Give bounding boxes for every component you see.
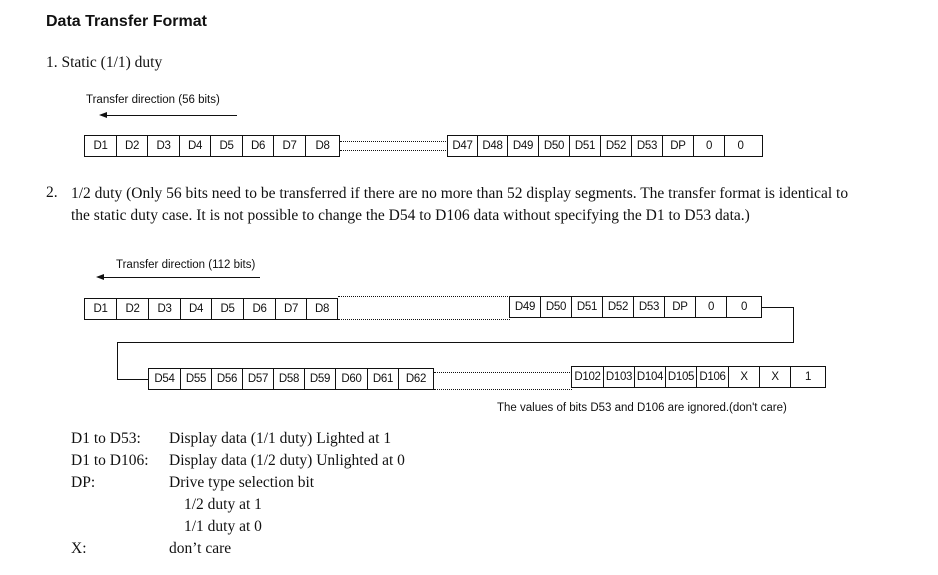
bit-cell: D3 [148,136,180,156]
connector-line [117,379,149,380]
bit-row-ellipsis [338,310,510,320]
bit-cell: X [729,367,760,387]
bit-cell: D7 [276,299,307,319]
bit-cell: D62 [405,373,427,385]
transfer-direction-label-1: Transfer direction (56 bits) [86,94,220,106]
bit-cell: D52 [603,297,634,317]
legend-value: Display data (1/1 duty) Lighted at 1 [169,430,392,447]
bit-cell: D102 [572,367,604,387]
bit-cell: D55 [181,369,212,389]
legend-value: 1/2 duty at 1 [184,496,262,513]
bit-cell: D4 [180,136,211,156]
connector-line [793,307,794,342]
bit-row-half-2-right [571,366,826,388]
bit-cell: D6 [244,299,276,319]
bit-cell: D104 [635,367,666,387]
bit-cell: D5 [211,136,243,156]
bit-cell: D47 [448,136,478,156]
bit-cell: D49 [508,136,539,156]
bit-cell: D1 [85,299,117,319]
bit-cell: D106 [697,367,729,387]
legend-key: X: [71,540,87,557]
bit-cell: D51 [570,136,601,156]
bit-cell: D57 [243,369,274,389]
bit-cell: D53 [634,297,665,317]
legend-value: Display data (1/2 duty) Unlighted at 0 [169,452,405,469]
bit-cell: D54 [149,369,181,389]
transfer-direction-label-2: Transfer direction (112 bits) [116,259,256,271]
legend-key: D1 to D106: [71,452,149,469]
bit-cell: X [760,367,791,387]
section-2-heading: 1/2 duty (Only 56 bits need to be transferred if there are no more than 52 display segments. The transfer format is identical to the static duty case. It is not possible to change the D54 to D106 data without specifying the D1 to D53 data.) [71,185,849,224]
legend-value: Drive type selection bit [169,474,315,491]
bit-cell: 1 [804,371,812,383]
bit-cell: D58 [274,369,305,389]
connector-line [117,342,118,380]
bit-cell: 0 [694,136,725,156]
bit-cell: D56 [212,369,243,389]
bit-row-half-2-left [148,368,434,390]
bit-cell: D61 [368,369,399,389]
bit-cell: D50 [541,297,572,317]
bit-cell: 0 [696,297,727,317]
bit-cell: D8 [315,140,330,152]
bit-row-half-1-left [84,298,338,320]
transfer-direction-arrow-icon [96,273,260,281]
connector-line [762,307,794,308]
transfer-direction-arrow-icon [99,111,237,119]
legend-key: D1 to D53: [71,430,141,447]
bit-cell: D1 [85,136,117,156]
bit-cell: D60 [336,369,368,389]
bit-cell: D3 [149,299,181,319]
bit-row-static-right [447,135,763,157]
bit-cell: DP [665,297,696,317]
legend-value: don’t care [169,540,232,557]
bit-cell: 0 [737,140,744,152]
bit-cell: D2 [117,299,149,319]
bit-cell: D53 [632,136,663,156]
bit-cell: D5 [212,299,244,319]
bit-cell: D50 [539,136,570,156]
bit-row-ellipsis [434,372,572,390]
connector-line [117,342,794,343]
bit-cell: D103 [604,367,635,387]
bit-cell: D8 [314,303,330,315]
bit-row-static-left [84,135,340,157]
bit-cell: D49 [510,297,541,317]
bit-cell: D2 [117,136,148,156]
bit-cell: DP [663,136,694,156]
bit-cell: D105 [666,367,697,387]
bit-cell: D7 [274,136,306,156]
page-title: Data Transfer Format [46,13,207,30]
legend-key: DP: [71,474,96,491]
section-2-number: 2. [46,184,58,201]
bit-cell: D6 [243,136,274,156]
dont-care-note: The values of bits D53 and D106 are ignored.(don't care) [497,402,787,414]
section-1-heading: 1. Static (1/1) duty [46,54,163,71]
bit-cell: D51 [572,297,603,317]
bit-cell: 0 [740,301,748,313]
bit-row-ellipsis [340,141,448,151]
bit-cell: D48 [478,136,508,156]
bit-cell: D4 [181,299,212,319]
bit-row-half-1-right [509,296,762,318]
bit-cell: D59 [305,369,336,389]
legend-value: 1/1 duty at 0 [184,518,262,535]
bit-cell: D52 [601,136,632,156]
